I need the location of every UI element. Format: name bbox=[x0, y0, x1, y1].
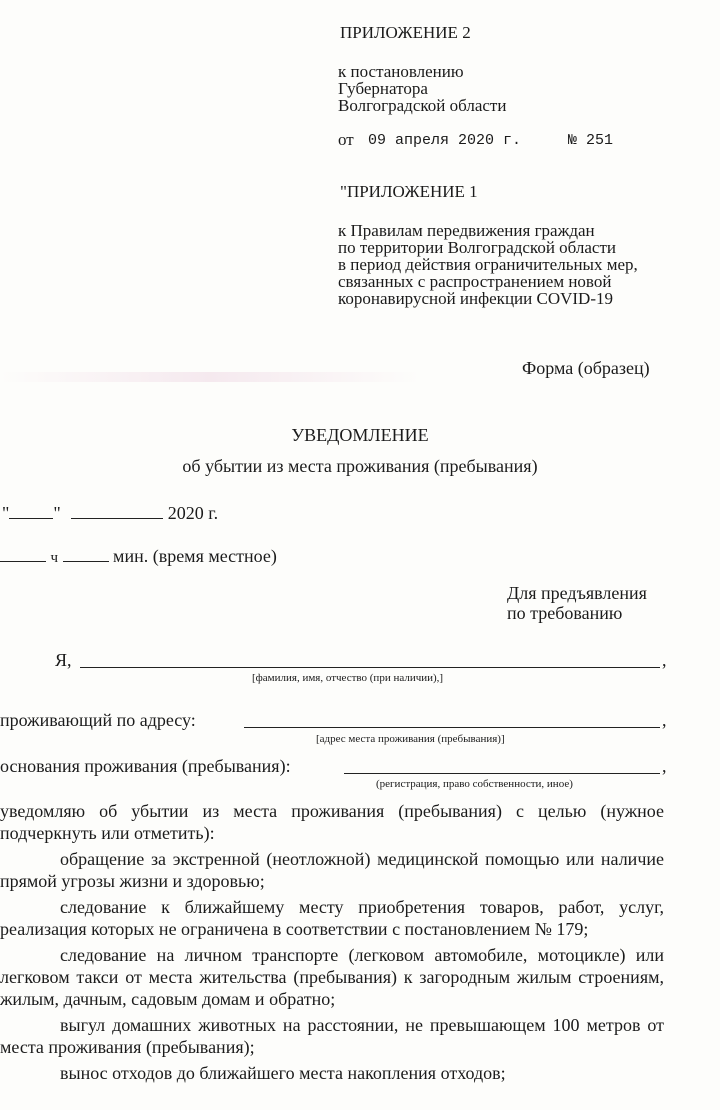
present-note-line-1: Для предъявления bbox=[507, 583, 647, 603]
address-caption: [адрес места проживания (пребывания)] bbox=[316, 733, 505, 745]
from-label: от bbox=[338, 130, 354, 149]
minutes-label: мин. (время местное) bbox=[113, 546, 277, 566]
present-note-line-2: по требованию bbox=[507, 603, 623, 623]
address-blank[interactable] bbox=[244, 709, 660, 728]
purpose-waste: вынос отходов до ближайшего места накопления отходов; bbox=[60, 1063, 506, 1083]
present-note bbox=[507, 583, 647, 623]
basis-label: основания проживания (пребывания): bbox=[0, 756, 291, 776]
time-field bbox=[0, 546, 277, 567]
scan-stain bbox=[0, 372, 420, 382]
resolution-number: № 251 bbox=[568, 132, 614, 149]
resolution-date: 09 апреля 2020 г. bbox=[368, 132, 522, 149]
date-field bbox=[2, 503, 218, 524]
name-blank[interactable] bbox=[80, 649, 660, 668]
purpose-transport: следование на личном транспорте (легковом автомобиле, мотоцикле) или легковом такси от места жительства (пребывания) к загородным жилым строениям, жилым, дачным, садовым домам и обратно; bbox=[0, 945, 664, 1009]
basis-blank[interactable] bbox=[344, 755, 660, 774]
intro-paragraph: уведомляю об убытии из места проживания (пребывания) с целью (нужное подчеркнуть или отметить): bbox=[0, 801, 664, 843]
rules-line-2: по территории Волгоградской области bbox=[338, 238, 617, 257]
resolution-line-3: Волгоградской области bbox=[338, 96, 507, 115]
quote-close: " bbox=[53, 503, 61, 523]
rules-line-4: связанных с распространением новой bbox=[338, 272, 612, 291]
minutes-blank[interactable] bbox=[63, 547, 109, 562]
rules-line-1: к Правилам передвижения граждан bbox=[338, 221, 595, 240]
name-caption: [фамилия, имя, отчество (при наличии),] bbox=[252, 672, 444, 684]
basis-caption: (регистрация, право собственности, иное) bbox=[376, 778, 573, 790]
purpose-pets: выгул домашних животных на расстоянии, не превышающем 100 метров от места проживания (пребывания); bbox=[0, 1015, 664, 1057]
resolution-line-1: к постановлению bbox=[338, 62, 464, 81]
document-subtitle: об убытии из места проживания (пребывания) bbox=[182, 456, 538, 476]
form-sample-label: Форма (образец) bbox=[522, 358, 650, 378]
year-label: 2020 г. bbox=[167, 503, 219, 523]
name-comma: , bbox=[662, 650, 667, 670]
appendix-1-heading: "ПРИЛОЖЕНИЕ 1 bbox=[340, 182, 478, 201]
rules-line-5: коронавирусной инфекции COVID-19 bbox=[338, 289, 613, 308]
basis-comma: , bbox=[662, 756, 667, 776]
name-prefix: Я, bbox=[55, 650, 72, 670]
purpose-shopping: следование к ближайшему месту приобретения товаров, работ, услуг, реализация которых не ограничена в соответствии с постановлением № 179; bbox=[0, 897, 664, 939]
appendix-2-heading: ПРИЛОЖЕНИЕ 2 bbox=[340, 23, 471, 42]
quote-open: " bbox=[2, 503, 10, 523]
hours-label: ч bbox=[50, 550, 59, 566]
purpose-medical: обращение за экстренной (неотложной) медицинской помощью или наличие прямой угрозы жизни и здоровью; bbox=[0, 849, 664, 891]
address-comma: , bbox=[662, 710, 667, 730]
rules-line-3: в период действия ограничительных мер, bbox=[338, 255, 638, 274]
hours-blank[interactable] bbox=[0, 547, 46, 562]
day-blank[interactable] bbox=[9, 504, 53, 519]
resolution-line-2: Губернатора bbox=[338, 79, 428, 98]
document-title: УВЕДОМЛЕНИЕ bbox=[291, 425, 429, 445]
month-blank[interactable] bbox=[71, 504, 163, 519]
address-label: проживающий по адресу: bbox=[0, 710, 196, 730]
